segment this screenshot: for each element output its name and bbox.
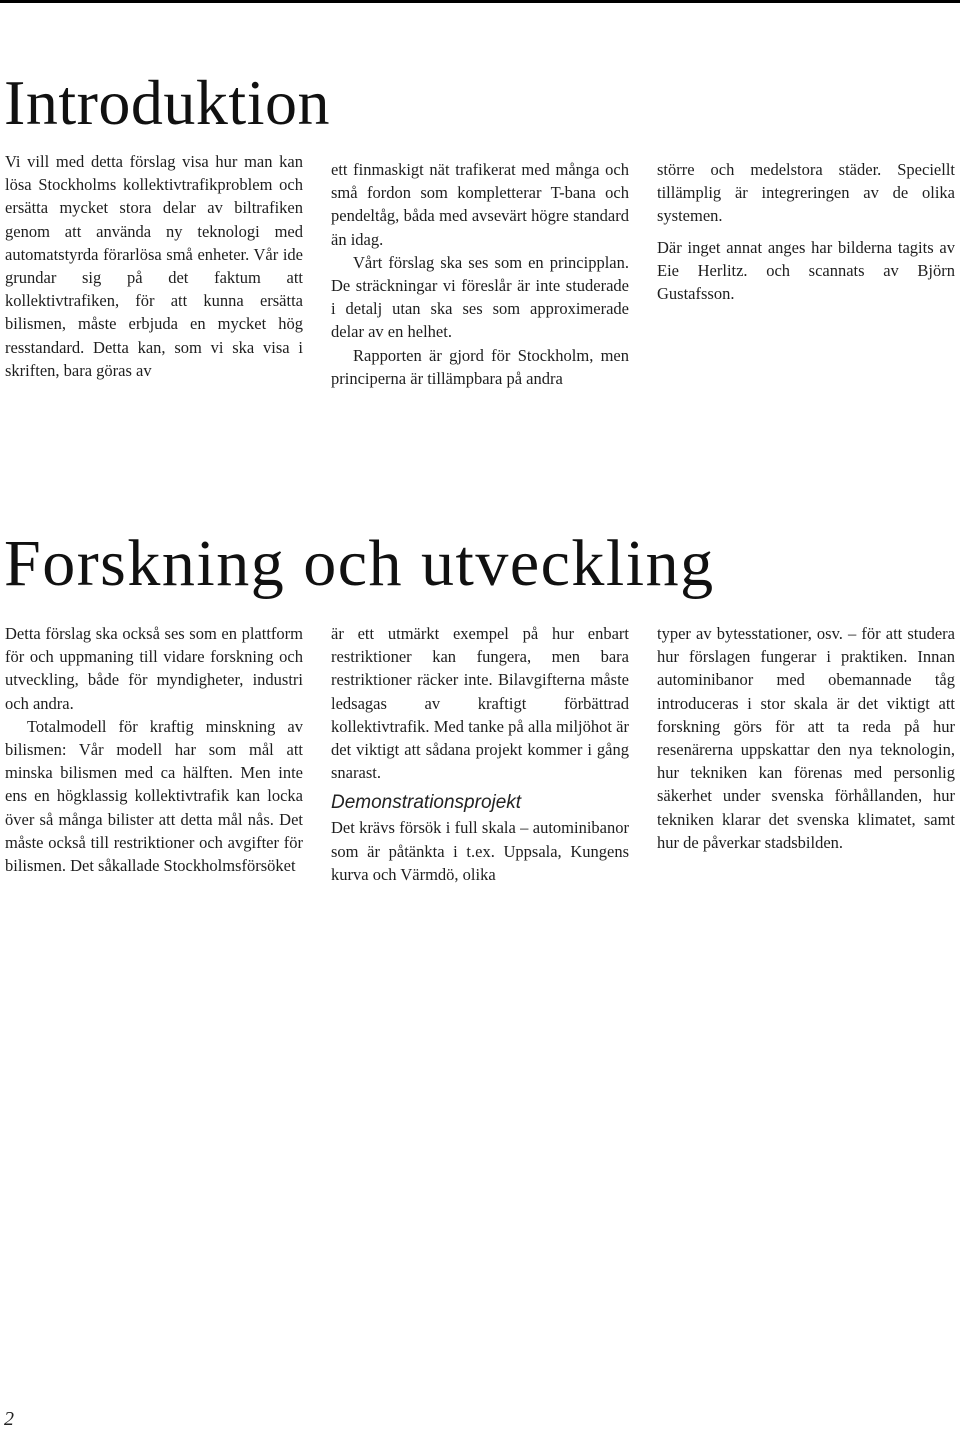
paragraph: Vi vill med detta förslag visa hur man kan lösa Stockholms kollektivtrafikproblem och ersätta mycket stora delar av biltrafiken genom att använda ny teknologi med automatstyrda förarlösa små enheter. Vår ide grundar sig på det faktum att kollektivtrafiken, för att kunna ersätta bilismen, måste erbjuda en mycket hög resstandard. Detta kan, som vi ska visa i skriften, bara göras av [5,152,303,380]
research-column-1 [5,622,303,877]
paragraph: Rapporten är gjord för Stockholm, men principerna är tillämpbara på andra [331,345,629,388]
paragraph: är ett utmärkt exempel på hur enbart restriktioner kan fungera, men bara restriktioner räcker inte. Bilavgifterna måste ledsagas av kraftigt förbättrad kollektivtrafik. Med tanke på alla miljöhot är det viktigt att sådana projekt kommer i gång snarast. [331,624,629,783]
paragraph: Detta förslag ska också ses som en plattform för och uppmaning till vidare forskning och utveckling, både för myndigheter, industri och andra. [5,624,303,713]
paragraph: ett finmaskigt nät trafikerat med många och små fordon som kompletterar T-bana och pendeltåg, båda med avsevärt högre standard än idag. [331,160,629,249]
intro-column-2 [331,158,629,390]
paragraph: Där inget annat anges har bilderna tagits av Eie Herlitz. och scannats av Björn Gustafsson. [657,237,955,304]
paragraph: Det krävs försök i full skala – autominibanor som är påtänkta i t.ex. Uppsala, Kungens kurva och Värmdö, olika [331,818,629,884]
top-rule [0,0,960,3]
research-column-2 [331,622,629,886]
subheading-demonstrationsprojekt: Demonstrationsprojekt [331,792,522,814]
paragraph: Totalmodell för kraftig minskning av bilismen: Vår modell har som mål att minska bilismen med ca hälften. Men inte ens en högklassig kollektivtrafik kan locka över så många bilister att detta mål nås. Det måste också till restriktioner och avgifter för bilismen. Det såkallade Stockholmsförsöket [5,716,303,876]
intro-column-3 [657,158,955,305]
page-number: 2 [4,1408,14,1430]
paragraph: större och medelstora städer. Speciellt tillämplig är integreringen av de olika systemen. [657,160,955,226]
intro-column-1 [5,150,303,382]
paragraph: Vårt förslag ska ses som en principplan. De sträckningar vi föreslår är inte studerade i detalj utan ska ses som approximerade delar av en helhet. [331,252,629,342]
paragraph: typer av bytesstationer, osv. – för att studera hur förslagen fungerar i praktiken. Innan autominibanor med obemannade tåg introduceras i stor skala är det viktigt att forskning görs för att ta reda på hur resenärerna uppskattar den nya teknologin, hur tekniken kan förenas med personlig säkerhet under svenska förhållanden, hur tekniken klarar det svenska klimatet, samt hur de påverkar stadsbilden. [657,624,955,852]
section-heading-forskning: Forskning och utveckling [4,527,715,600]
section-heading-introduktion: Introduktion [4,67,330,138]
research-column-3 [657,622,955,854]
